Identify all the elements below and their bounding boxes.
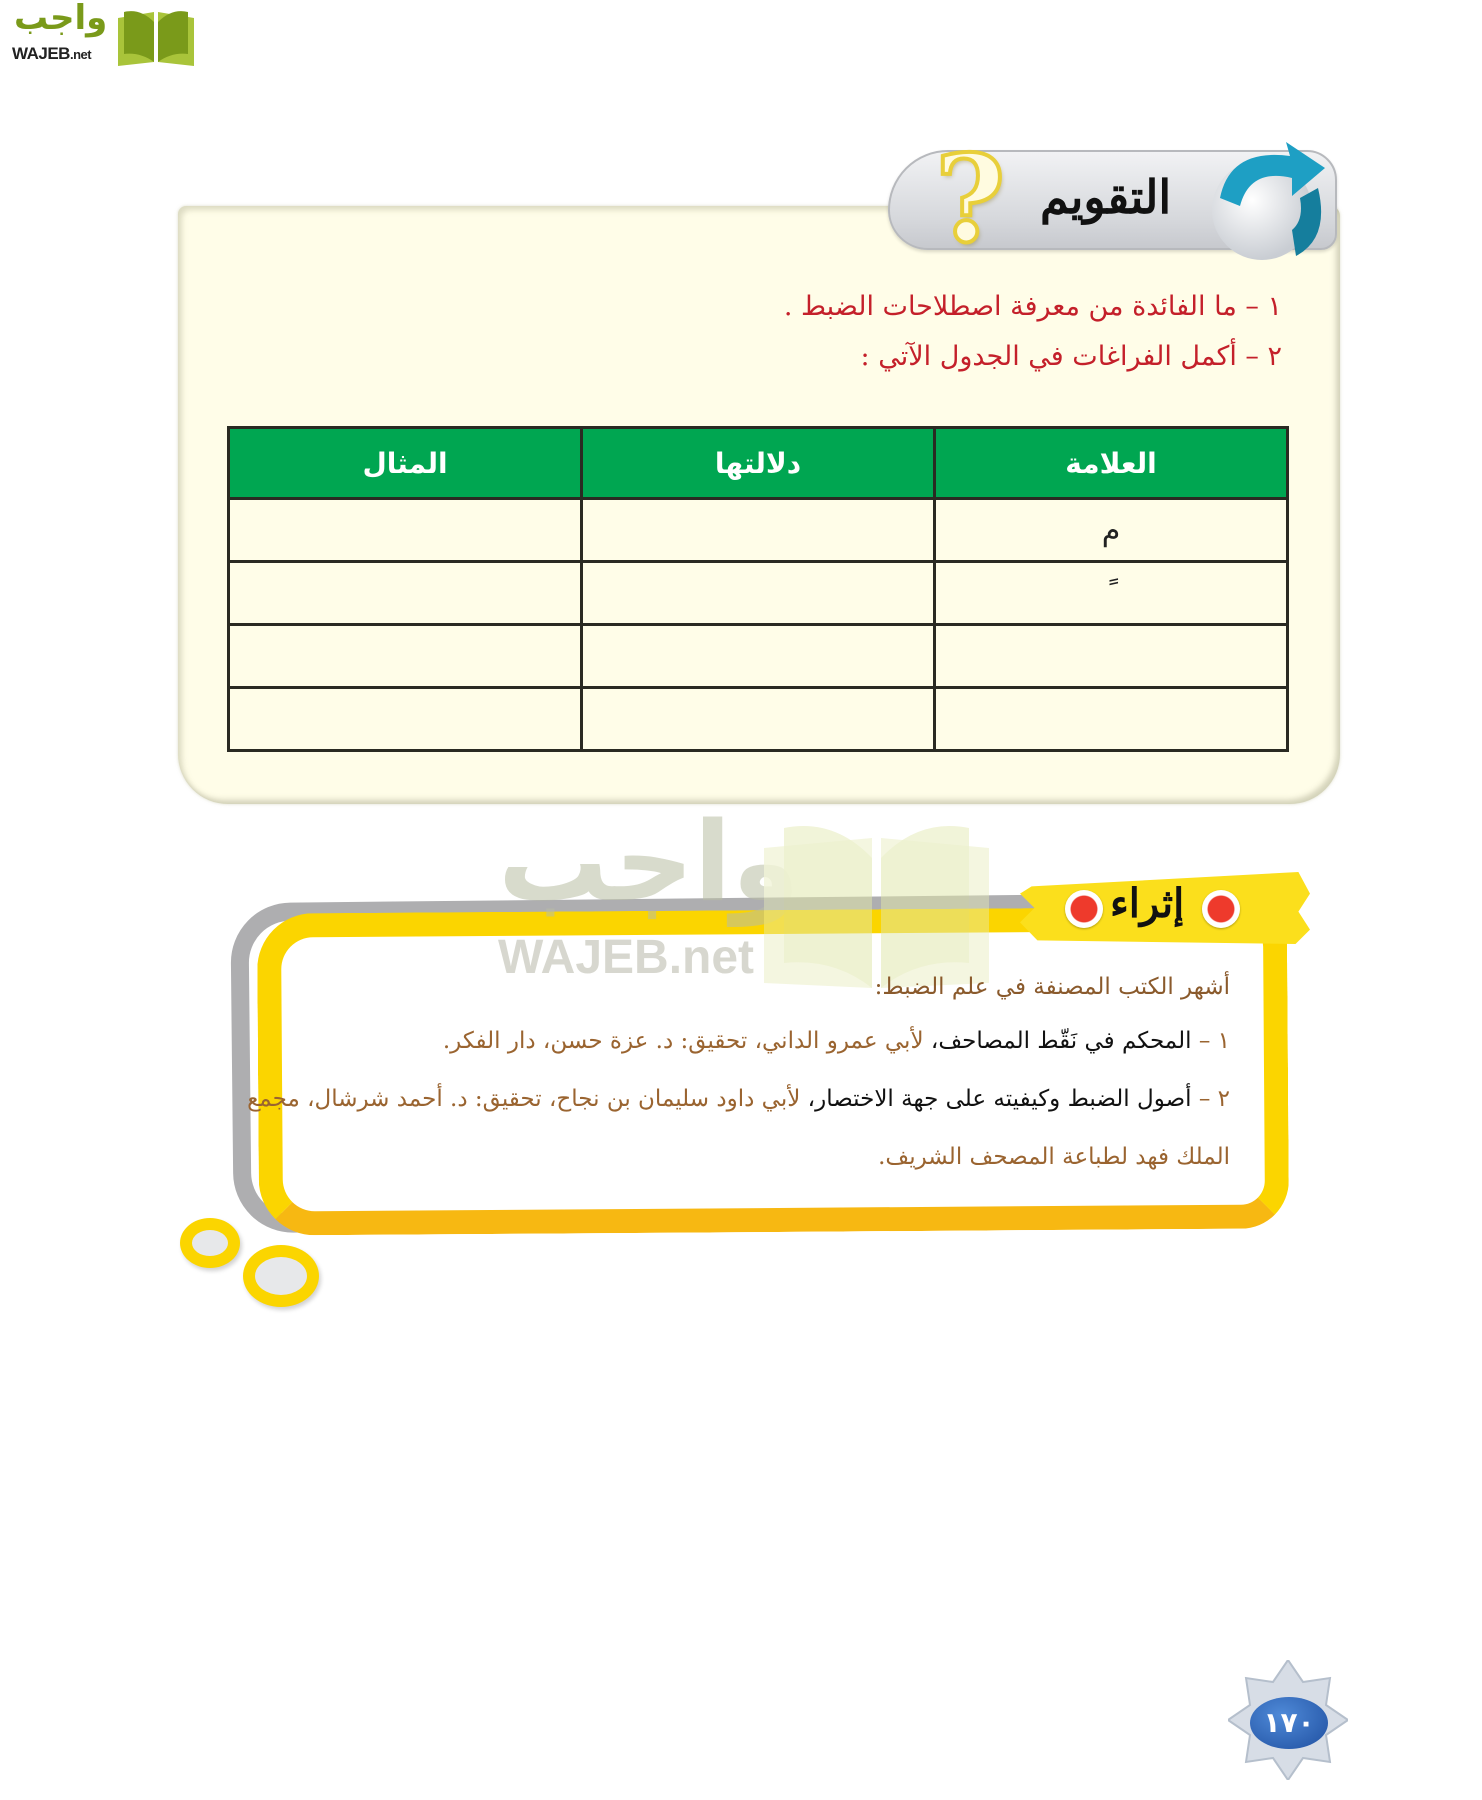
question-1: ١ – ما الفائدة من معرفة اصطلاحات الضبط . bbox=[783, 291, 1282, 322]
cell-meaning[interactable] bbox=[582, 688, 935, 751]
header-meaning: دلالتها bbox=[582, 428, 935, 499]
question-mark-icon: ? bbox=[935, 129, 1006, 270]
book-title: المحكم في نَقّط المصاحف، bbox=[930, 1028, 1192, 1054]
book-details: لأبي عمرو الداني، تحقيق: د. عزة حسن، دار الفكر. bbox=[442, 1028, 924, 1054]
logo-arabic-text: واجب bbox=[14, 0, 108, 38]
evaluation-questions bbox=[784, 282, 1282, 382]
book-item: ١ – المحكم في نَقّط المصاحف، لأبي عمرو الداني، تحقيق: د. عزة حسن، دار الفكر. bbox=[442, 1028, 1230, 1054]
enrichment-content bbox=[230, 962, 1230, 1186]
cell-example[interactable] bbox=[229, 499, 582, 562]
cell-example[interactable] bbox=[229, 625, 582, 688]
cell-meaning[interactable] bbox=[582, 562, 935, 625]
cell-meaning[interactable] bbox=[582, 625, 935, 688]
red-dot-icon bbox=[1065, 890, 1103, 928]
book-title: أصول الضبط وكيفيته على جهة الاختصار، bbox=[807, 1086, 1192, 1112]
cell-meaning[interactable] bbox=[582, 499, 935, 562]
book-item: ٢ – أصول الضبط وكيفيته على جهة الاختصار، لأبي داود سليمان بن نجاح، تحقيق: د. أحمد شرشال، مجمع الملك فهد لطباعة المصحف الشريف. bbox=[247, 1086, 1230, 1170]
table-row bbox=[229, 688, 1288, 751]
enrichment-intro: أشهر الكتب المصنفة في علم الضبط: bbox=[874, 974, 1230, 1000]
table-row bbox=[229, 562, 1288, 625]
cycle-arrow-icon bbox=[1200, 138, 1340, 268]
page-number: ١٧٠ bbox=[1250, 1697, 1328, 1749]
logo-latin-text: WAJEB.net bbox=[12, 44, 92, 63]
cell-sign[interactable] bbox=[935, 688, 1288, 751]
enrichment-title: إثراء bbox=[1110, 880, 1185, 927]
watermark-latin: WAJEB.net bbox=[498, 931, 755, 984]
evaluation-title: التقويم bbox=[1040, 170, 1172, 224]
watermark-arabic: واجب bbox=[498, 798, 800, 926]
header-sign: العلامة bbox=[935, 428, 1288, 499]
dabt-signs-table bbox=[227, 426, 1289, 752]
cell-sign[interactable]: ً bbox=[935, 562, 1288, 625]
cell-sign[interactable] bbox=[935, 625, 1288, 688]
wajeb-logo[interactable] bbox=[8, 0, 193, 70]
open-book-icon bbox=[116, 8, 196, 66]
cell-example[interactable] bbox=[229, 688, 582, 751]
question-2: ٢ – أكمل الفراغات في الجدول الآتي : bbox=[860, 341, 1282, 372]
red-dot-icon bbox=[1202, 890, 1240, 928]
table-header-row bbox=[229, 428, 1288, 499]
header-example: المثال bbox=[229, 428, 582, 499]
cell-sign[interactable]: م bbox=[935, 499, 1288, 562]
book-details: لأبي داود سليمان بن نجاح، تحقيق: د. أحمد شرشال، مجمع الملك فهد لطباعة المصحف الشريف. bbox=[247, 1086, 1230, 1170]
thought-bubble-small bbox=[180, 1218, 240, 1268]
table-row bbox=[229, 625, 1288, 688]
table-row bbox=[229, 499, 1288, 562]
cell-example[interactable] bbox=[229, 562, 582, 625]
thought-bubble-large bbox=[243, 1245, 319, 1307]
